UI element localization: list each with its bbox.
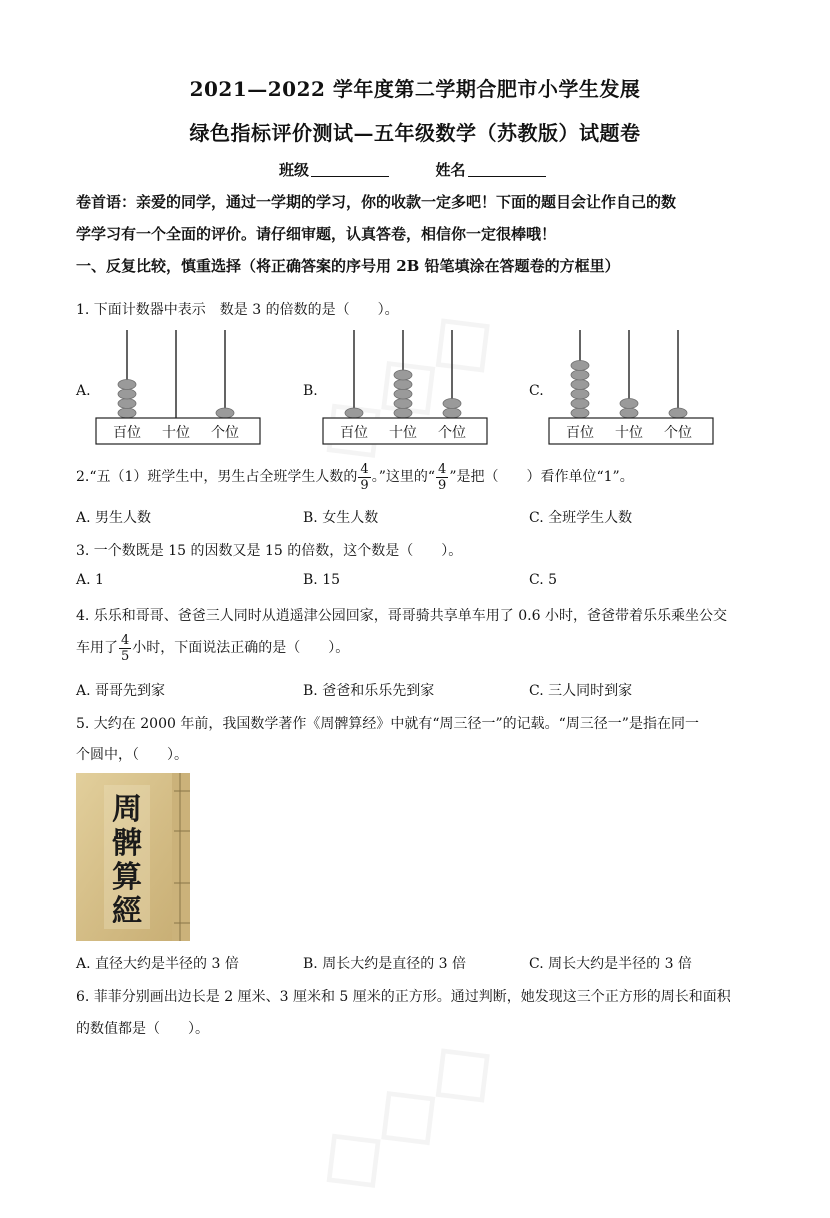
q2-fraction-2 <box>436 462 448 493</box>
abacus-place-label: 百位 <box>340 425 368 441</box>
q2-frac1-den: 9 <box>360 477 369 493</box>
abacus-bead <box>571 370 589 380</box>
abacus-bead <box>345 408 363 418</box>
abacus-c-drawing <box>547 328 717 448</box>
q4-frac-num: 4 <box>121 632 130 648</box>
abacus-bead <box>394 370 412 380</box>
abacus-place-label: 个位 <box>438 425 466 441</box>
abacus-bead <box>620 399 638 409</box>
abacus-bead <box>620 408 638 418</box>
abacus-bead <box>394 389 412 399</box>
abacus-bead <box>118 380 136 390</box>
q2-stem-b: 。”这里的“ <box>371 469 436 485</box>
abacus-bead <box>571 408 589 418</box>
q2-stem-a: 2.“五（1）班学生中，男生占全班学生人数的 <box>76 469 358 485</box>
abacus-a <box>94 328 264 448</box>
q4-fraction <box>119 633 131 664</box>
q4-stem-line2 <box>76 630 349 666</box>
zhoubi-suanjing-book-image <box>76 773 190 941</box>
abacus-bead <box>571 361 589 371</box>
q1-stem: 1. 下面计数器中表示 数是 3 的倍数的是（ ）。 <box>76 302 399 318</box>
q4-stem-line2-b: 小时，下面说法正确的是（ ）。 <box>132 640 350 656</box>
q1-option-c-label: C. <box>529 383 544 399</box>
name-label: 姓名 <box>435 161 466 179</box>
q4-option-a: A. 哥哥先到家 <box>76 683 166 699</box>
abacus-bead <box>394 380 412 390</box>
intro-line1: 卷首语：亲爱的同学，通过一学期的学习，你的收款一定多吧！下面的题目会让作自己的数 <box>76 193 677 211</box>
q5-stem-line1: 5. 大约在 2000 年前，我国数学著作《周髀算经》中就有“周三径一”的记载。“周三径一”是指在同一 <box>76 716 699 732</box>
q1-option-b-label: B. <box>303 383 318 399</box>
book-char-4: 經 <box>112 894 142 929</box>
q4-frac-den: 5 <box>121 648 130 664</box>
abacus-bead <box>118 389 136 399</box>
q4-stem-line2-a: 车用了 <box>76 640 118 656</box>
q2-stem <box>76 459 634 495</box>
q2-frac2-num: 4 <box>438 461 447 477</box>
abacus-bead <box>571 389 589 399</box>
q2-option-c: C. 全班学生人数 <box>529 510 633 526</box>
q2-frac1-num: 4 <box>360 461 369 477</box>
book-char-3: 算 <box>112 860 142 895</box>
class-blank <box>311 162 389 177</box>
abacus-b <box>321 328 491 448</box>
q2-fraction-1 <box>358 462 370 493</box>
book-spine <box>172 773 190 941</box>
abacus-place-label: 百位 <box>113 425 141 441</box>
q2-stem-c: ”是把（ ）看作单位“1”。 <box>449 469 634 485</box>
q6-stem-line2: 的数值都是（ ）。 <box>76 1021 209 1037</box>
abacus-bead <box>394 399 412 409</box>
abacus-place-label: 十位 <box>162 425 190 441</box>
book-char-1: 周 <box>112 792 142 827</box>
class-label: 班级 <box>279 161 310 179</box>
q3-option-b: B. 15 <box>303 572 341 588</box>
abacus-bead <box>571 399 589 409</box>
q1-option-a-label: A. <box>76 383 91 399</box>
abacus-place-label: 十位 <box>615 425 643 441</box>
abacus-bead <box>118 408 136 418</box>
q6-stem-line1: 6. 菲菲分别画出边长是 2 厘米、3 厘米和 5 厘米的正方形。通过判断，她发现这三个正方形的周长和面积 <box>76 989 731 1005</box>
q4-stem-line1: 4. 乐乐和哥哥、爸爸三人同时从逍遥津公园回家，哥哥骑共享单车用了 0.6 小时，爸爸带着乐乐乘坐公交 <box>76 608 727 624</box>
q5-option-c: C. 周长大约是半径的 3 倍 <box>529 956 692 972</box>
q5-option-a: A. 直径大约是半径的 3 倍 <box>76 956 239 972</box>
abacus-a-drawing <box>94 328 264 448</box>
book-drawing <box>76 773 190 941</box>
watermark <box>290 1007 518 1218</box>
q2-option-b: B. 女生人数 <box>303 510 379 526</box>
section1-heading: 一、反复比较，慎重选择（将正确答案的序号用 2B 铅笔填涂在答题卷的方框里） <box>76 257 620 275</box>
q5-stem-line2: 个圆中，（ ）。 <box>76 747 188 763</box>
abacus-bead <box>443 399 461 409</box>
abacus-bead <box>443 408 461 418</box>
abacus-b-drawing <box>321 328 491 448</box>
abacus-bead <box>571 380 589 390</box>
abacus-bead <box>669 408 687 418</box>
q4-option-b: B. 爸爸和乐乐先到家 <box>303 683 435 699</box>
q5-option-b: B. 周长大约是直径的 3 倍 <box>303 956 466 972</box>
page-title-line2: 绿色指标评价测试—五年级数学（苏教版）试题卷 <box>189 121 641 145</box>
abacus-bead <box>118 399 136 409</box>
class-name-fields <box>279 159 546 180</box>
abacus-place-label: 个位 <box>211 425 239 441</box>
q2-frac2-den: 9 <box>438 477 447 493</box>
q3-stem: 3. 一个数既是 15 的因数又是 15 的倍数，这个数是（ ）。 <box>76 543 463 559</box>
abacus-place-label: 十位 <box>389 425 417 441</box>
abacus-c <box>547 328 717 448</box>
q2-option-a: A. 男生人数 <box>76 510 152 526</box>
abacus-bead <box>216 408 234 418</box>
book-char-2: 髀 <box>112 826 142 861</box>
q4-option-c: C. 三人同时到家 <box>529 683 633 699</box>
abacus-bead <box>394 408 412 418</box>
abacus-place-label: 个位 <box>664 425 692 441</box>
page-title-line1: 2021—2022 学年度第二学期合肥市小学生发展 <box>189 77 641 101</box>
abacus-place-label: 百位 <box>566 425 594 441</box>
q3-option-a: A. 1 <box>76 572 104 588</box>
q3-option-c: C. 5 <box>529 572 558 588</box>
name-blank <box>468 162 546 177</box>
intro-line2: 学学习有一个全面的评价。请仔细审题，认真答卷，相信你一定很棒哦！ <box>76 225 557 243</box>
